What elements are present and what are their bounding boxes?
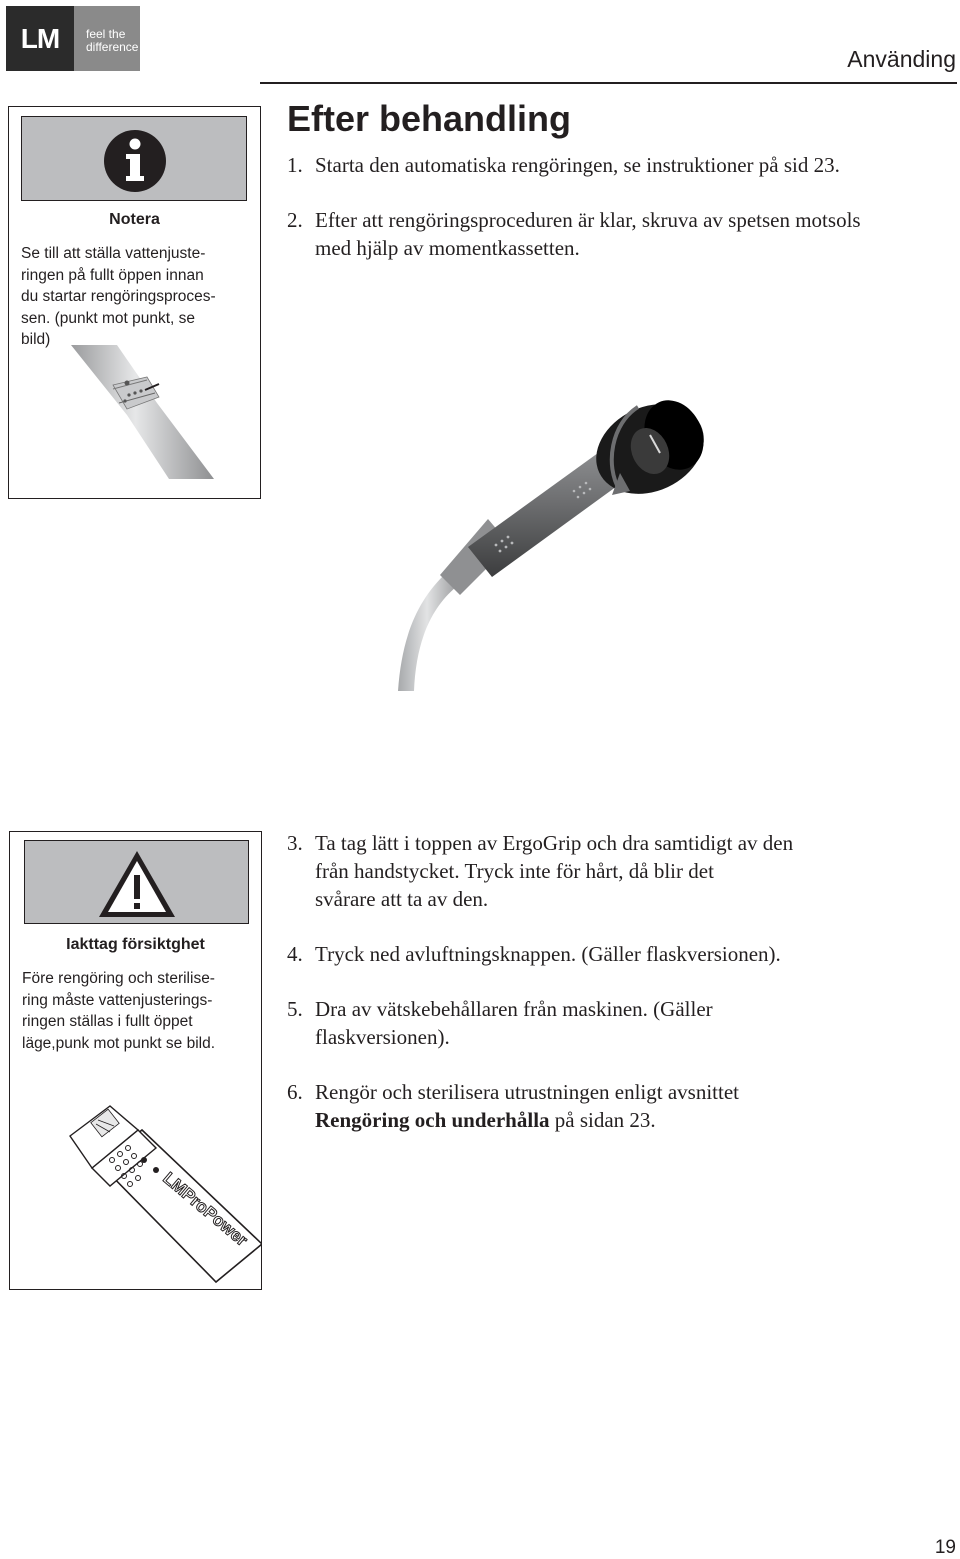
note-text: Se till att ställa vattenjuste- ringen på fullt öppen innan du startar rengöringsproces- sen. (punkt mot punkt, se bild) [21,245,216,348]
logo-mark: LM [6,6,74,71]
warning-heading: Iakttag försiktghet [66,936,205,953]
section-title: Använding [847,46,956,72]
warning-box [9,831,262,1290]
warning-text: Före rengöring och sterilise- ring måste vattenjusterings- ringen ställas i fullt öppet läge,punk mot punkt se bild. [22,970,216,1052]
warning-banner [24,840,249,924]
brand-text: LMProPower [159,1168,252,1250]
note-banner [21,116,247,201]
page-number: 19 [934,1537,956,1558]
page-title: Efter behandling [287,98,572,139]
brand-logo [6,6,140,71]
note-box [8,106,261,499]
handpiece-line-drawing [10,1102,262,1290]
handpiece-ring-illustration [9,343,259,499]
note-heading: Notera [109,211,160,228]
info-icon [22,117,248,202]
logo-tagline: feel the difference [74,6,140,71]
bold-reference: Rengöring och underhålla [315,1108,550,1132]
header-rule [260,82,957,84]
handpiece-illustration [388,395,728,695]
warning-triangle-icon [25,841,250,925]
